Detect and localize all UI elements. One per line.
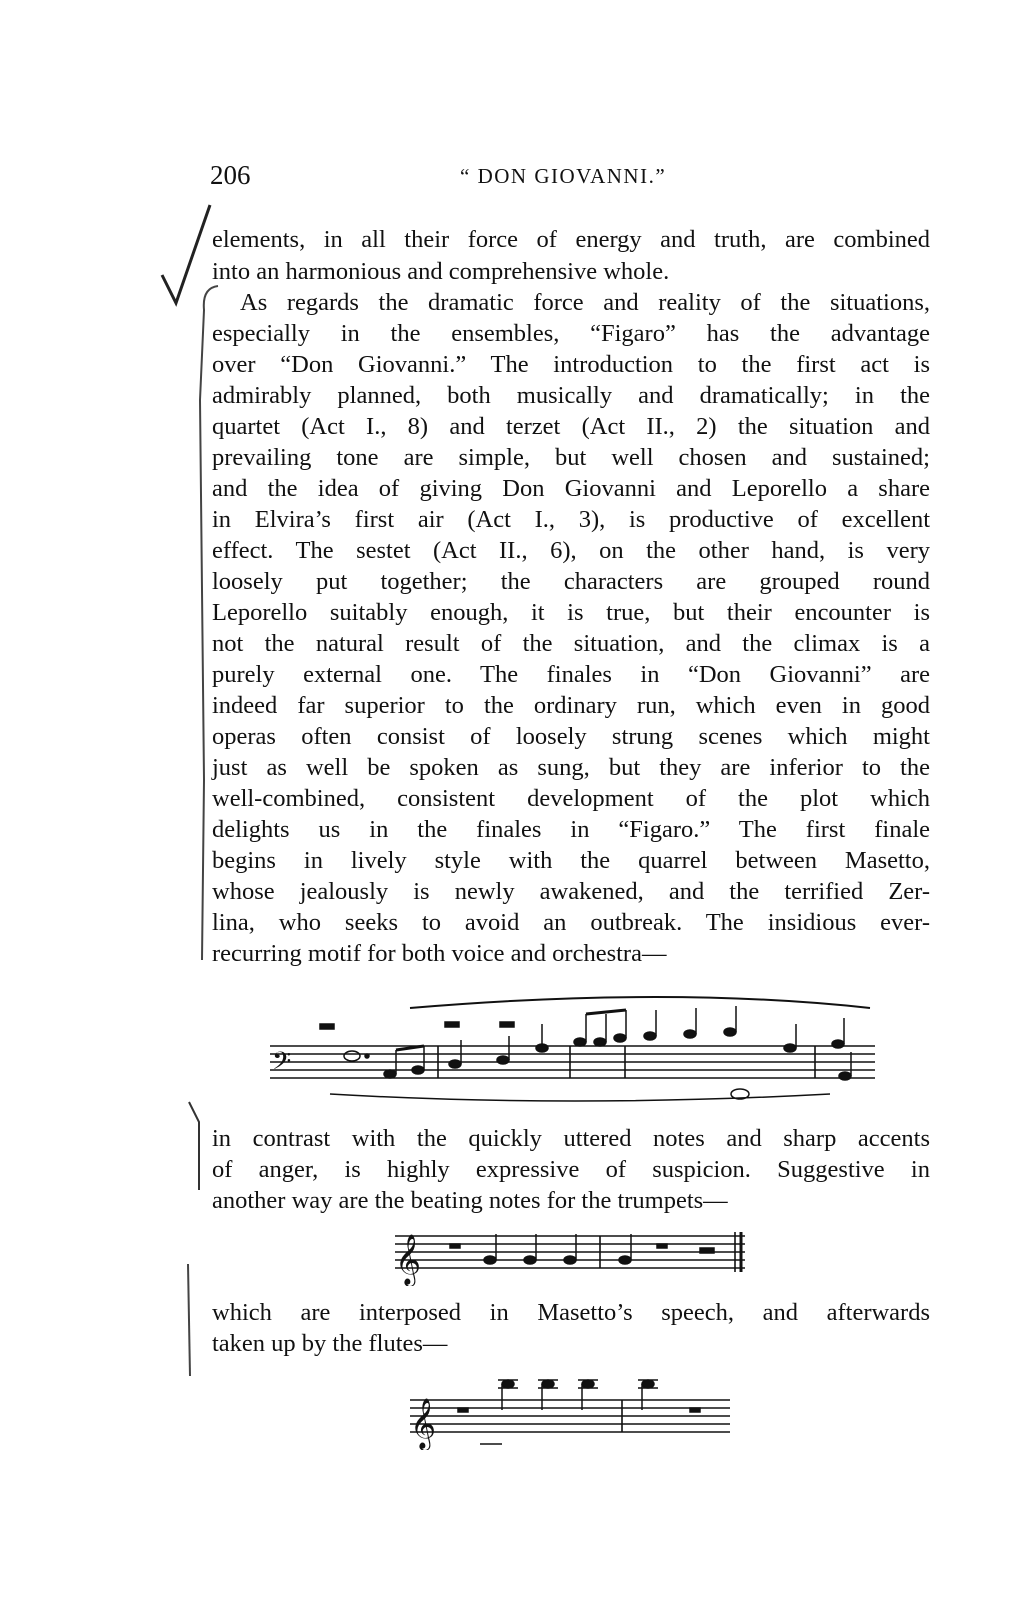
text-line: operas often consist of loosely strung scenes which might: [212, 723, 930, 750]
pencil-bracket: [185, 1100, 215, 1200]
text-line: effect. The sestet (Act II., 6), on the other hand, is very: [212, 537, 930, 564]
text-line: just as well be spoken as sung, but they are inferior to the: [212, 754, 930, 781]
running-title: “ DON GIOVANNI.”: [460, 164, 667, 188]
music-example-flutes: [410, 1370, 740, 1450]
text-line: in Elvira’s first air (Act I., 3), is productive of excellent: [212, 506, 930, 533]
text-line: of anger, is highly expressive of suspicion. Suggestive in: [212, 1156, 930, 1183]
text-line: quartet (Act I., 8) and terzet (Act II., 2) the situation and: [212, 413, 930, 440]
text-line: especially in the ensembles, “Figaro” has the advantage: [212, 320, 930, 347]
text-line: over “Don Giovanni.” The introduction to the first act is: [212, 351, 930, 378]
text-line: admirably planned, both musically and dramatically; in the: [212, 382, 930, 409]
text-line: taken up by the flutes—: [212, 1330, 448, 1357]
music-example-trumpets: [395, 1222, 755, 1286]
text-line: prevailing tone are simple, but well chosen and sustained;: [212, 444, 930, 471]
text-line: into an harmonious and comprehensive whole.: [212, 258, 670, 285]
text-line: delights us in the finales in “Figaro.” The first finale: [212, 816, 930, 843]
text-line: indeed far superior to the ordinary run, which even in good: [212, 692, 930, 719]
text-line: whose jealously is newly awakened, and the terrified Zer-: [212, 878, 930, 905]
text-line: another way are the beating notes for the trumpets—: [212, 1187, 728, 1214]
text-line: not the natural result of the situation, and the climax is a: [212, 630, 930, 657]
music-example-motif: [270, 990, 880, 1115]
text-line: and the idea of giving Don Giovanni and Leporello a share: [212, 475, 930, 502]
text-line: recurring motif for both voice and orchestra—: [212, 940, 667, 967]
text-line: begins in lively style with the quarrel between Masetto,: [212, 847, 930, 874]
text-line: which are interposed in Masetto’s speech, and afterwards: [212, 1299, 930, 1326]
text-line: Leporello suitably enough, it is true, but their encounter is: [212, 599, 930, 626]
text-line: lina, who seeks to avoid an outbreak. The insidious ever-: [212, 909, 930, 936]
pencil-margin-line: [180, 280, 220, 970]
pencil-margin-line: [180, 1260, 200, 1380]
svg-text:𝄞: 𝄞: [410, 1398, 437, 1449]
svg-text:𝄞: 𝄞: [395, 1234, 422, 1285]
text-line: As regards the dramatic force and reality of the situations,: [240, 289, 930, 316]
page-number: 206: [210, 160, 251, 190]
page-header: [210, 160, 930, 200]
text-line: loosely put together; the characters are grouped round: [212, 568, 930, 595]
text-line: purely external one. The finales in “Don Giovanni” are: [212, 661, 930, 688]
text-line: in contrast with the quickly uttered notes and sharp accents: [212, 1125, 930, 1152]
text-line: elements, in all their force of energy and truth, are combined: [212, 226, 930, 253]
text-line: well-combined, consistent development of the plot which: [212, 785, 930, 812]
svg-text:𝄢: 𝄢: [272, 1047, 292, 1082]
